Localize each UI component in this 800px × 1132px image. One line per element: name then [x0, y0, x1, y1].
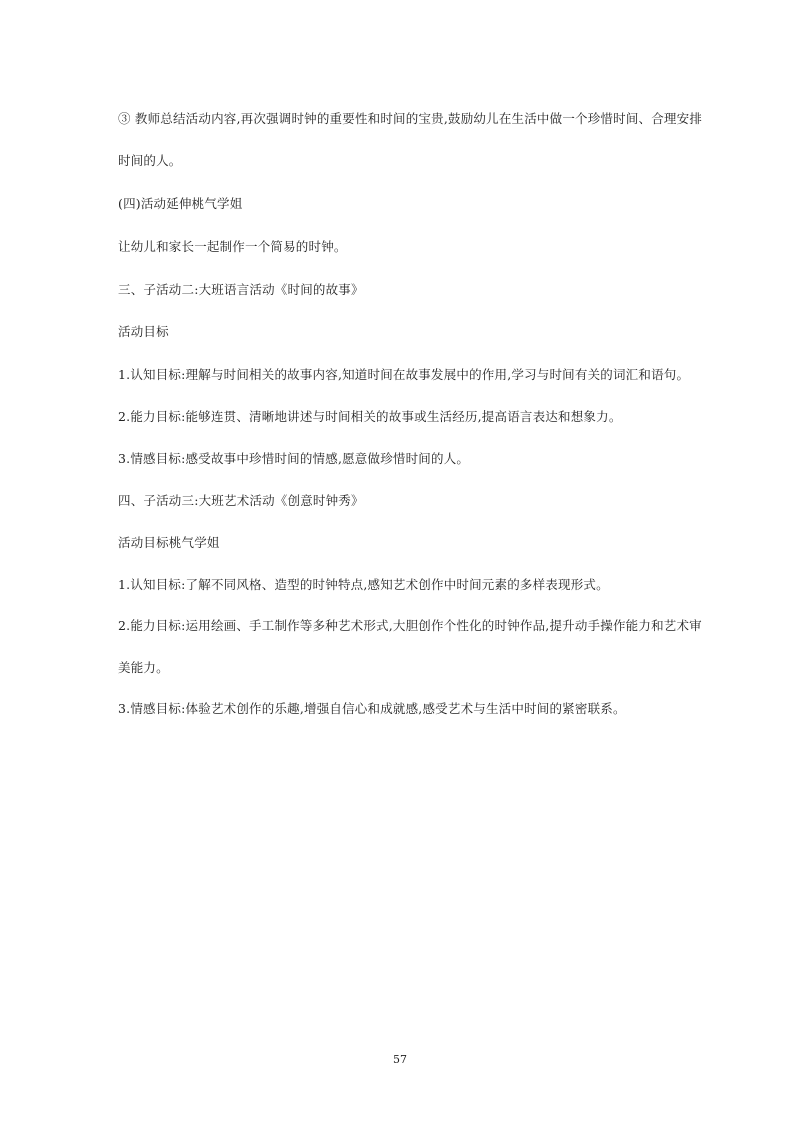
goal-emotion-2: 3.情感目标:体验艺术创作的乐趣,增强自信心和成就感,感受艺术与生活中时间的紧密联系。 [118, 701, 626, 716]
summary-step-line: ③ 教师总结活动内容,再次强调时钟的重要性和时间的宝贵,鼓励幼儿在生活中做一个珍惜时间、合理安排 [118, 111, 703, 126]
goals-heading-2: 活动目标桃气学姐 [118, 535, 220, 550]
subactivity-two-heading: 三、子活动二:大班语言活动《时间的故事》 [118, 282, 364, 297]
subactivity-three-heading: 四、子活动三:大班艺术活动《创意时钟秀》 [118, 493, 364, 508]
goal-ability-2: 2.能力目标:运用绘画、手工制作等多种艺术形式,大胆创作个性化的时钟作品,提升动手操作能力和艺术审 [118, 618, 702, 633]
section-extension-heading: (四)活动延伸桃气学姐 [118, 196, 243, 211]
goal-cognitive-2: 1.认知目标:了解不同风格、造型的时钟特点,感知艺术创作中时间元素的多样表现形式。 [118, 577, 609, 592]
goal-emotion: 3.情感目标:感受故事中珍惜时间的情感,愿意做珍惜时间的人。 [118, 451, 470, 466]
goal-ability-2-cont: 美能力。 [118, 660, 169, 675]
extension-text: 让幼儿和家长一起制作一个简易的时钟。 [118, 239, 347, 254]
goal-cognitive: 1.认知目标:理解与时间相关的故事内容,知道时间在故事发展中的作用,学习与时间有关的词汇和语句。 [118, 367, 690, 382]
goals-heading: 活动目标 [118, 324, 169, 339]
summary-step-line-cont: 时间的人。 [118, 153, 182, 168]
goal-ability: 2.能力目标:能够连贯、清晰地讲述与时间相关的故事或生活经历,提高语言表达和想象力。 [118, 409, 622, 424]
page-number: 57 [393, 1053, 407, 1066]
